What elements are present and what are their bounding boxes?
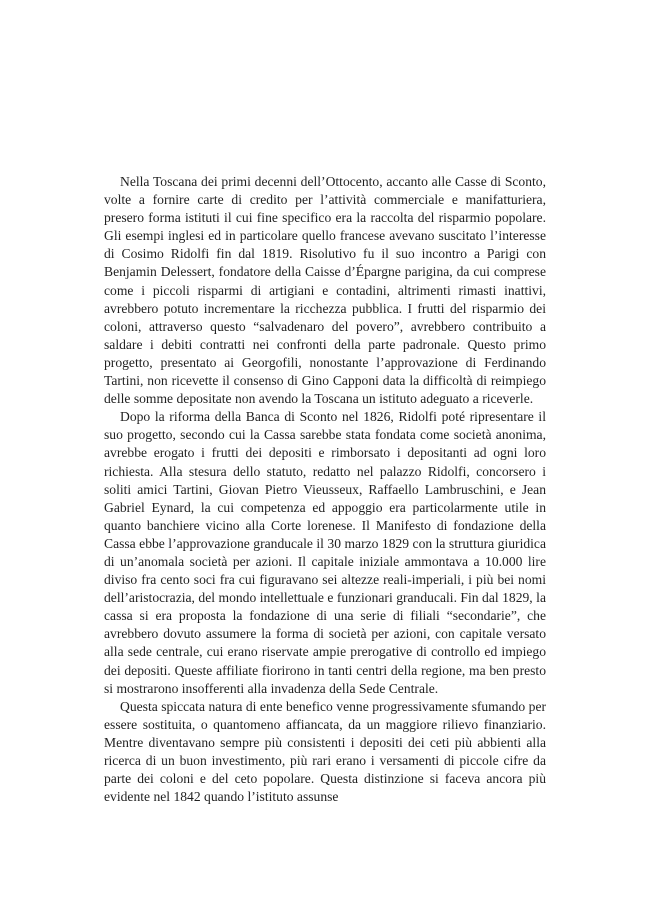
paragraph-3: Questa spiccata natura di ente benefico venne progressivamente sfumando per essere sostituita, o quantomeno affiancata, da un maggiore rilievo finanziario. Mentre diventavano sempre più consistenti i depositi dei ceti più abbienti alla ricerca di un buon investimento, più rari erano i versamenti di piccole cifre da parte dei coloni e del ceto popolare. Questa distinzione si faceva ancora più evidente nel 1842 quando l’istituto assunse: [104, 698, 546, 805]
paragraph-2: Dopo la riforma della Banca di Sconto nel 1826, Ridolfi poté ripresentare il suo progetto, secondo cui la Cassa sarebbe stata fondata come società anonima, avrebbe erogato i frutti dei depositi e rimborsato i depositanti ad ogni loro richiesta. Alla stesura dello statuto, redatto nel palazzo Ridolfi, concorsero i soliti amici Tartini, Giovan Pietro Vieusseux, Raffaello Lambruschini, e Jean Gabriel Eynard, la cui competenza ed appoggio era particolarmente utile in quanto banchiere vicino alla Corte lorenese. Il Manifesto di fondazione della Cassa ebbe l’approvazione granducale il 30 marzo 1829 con la struttura giuridica di un’anomala società per azioni. Il capitale iniziale ammontava a 10.000 lire diviso fra cento soci fra cui figuravano sei altezze reali-imperiali, i più bei nomi dell’aristocrazia, del mondo intellettuale e funzionari granducali. Fin dal 1829, la cassa si era proposta la fondazione di una serie di filiali “secondarie”, che avrebbero dovuto assumere la forma di società per azioni, con capitale versato alla sede centrale, cui erano riservate ampie prerogative di controllo ed impiego dei depositi. Queste affiliate fiorirono in tanti centri della regione, ma ben presto si mostrarono insofferenti alla invadenza della Sede Centrale.: [104, 409, 546, 696]
paragraph-1: Nella Toscana dei primi decenni dell’Ottocento, accanto alle Casse di Sconto, volte a fornire carte di credito per l’attività commerciale e manifatturiera, presero forma istituti il cui fine specifico era la raccolta del risparmio popolare. Gli esempi inglesi ed in particolare quello francese avevano suscitato l’interesse di Cosimo Ridolfi fin dal 1819. Risolutivo fu il suo incontro a Parigi con Benjamin Delessert, fondatore della Caisse d’Épargne parigina, da cui comprese come i piccoli risparmi di artigiani e contadini, altrimenti rimasti inattivi, avrebbero potuto incrementare la ricchezza pubblica. I frutti del risparmio dei coloni, attraverso questo “salvadenaro del povero”, avrebbero contribuito a saldare i debiti contratti nei confronti della parte padronale. Questo primo progetto, presentato ai Georgofili, nonostante l’approvazione di Ferdinando Tartini, non ricevette il consenso di Gino Capponi data la difficoltà di reimpiego delle somme depositate non avendo la Toscana un istituto adeguato a riceverle.: [104, 174, 546, 407]
page-text-block: [104, 173, 546, 806]
